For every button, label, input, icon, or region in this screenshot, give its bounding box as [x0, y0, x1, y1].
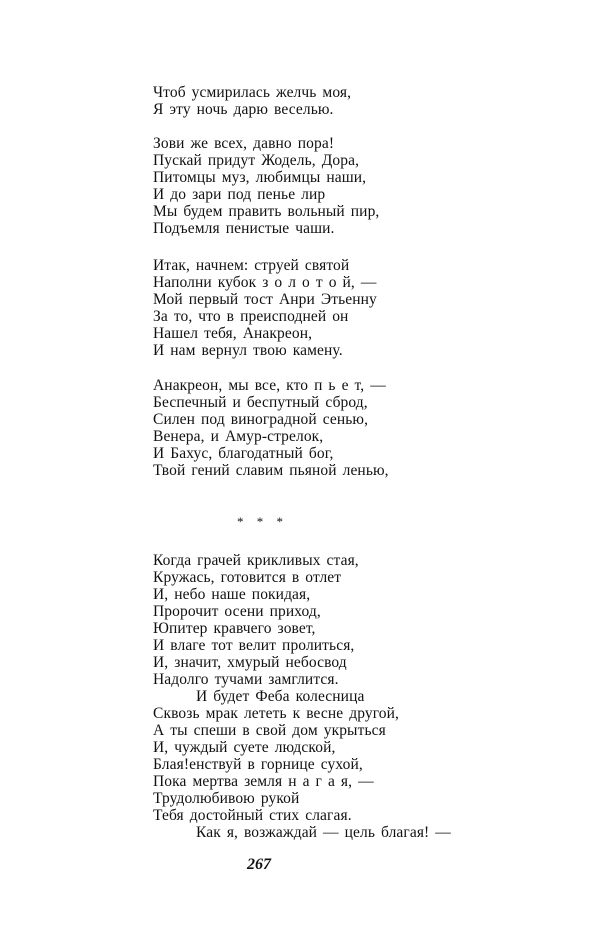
- poem-line: Как я, возжаждай — цель благая! —: [196, 824, 451, 841]
- poem-line: Когда грачей крикливых стая,: [153, 552, 359, 569]
- poem-line: Мы будем править вольный пир,: [153, 203, 380, 220]
- poem-line: А ты спеши в свой дом укрыться: [153, 722, 386, 739]
- poem-line: И будет Феба колесница: [196, 688, 365, 705]
- poem-line: Беспечный и беспутный сброд,: [153, 394, 368, 411]
- poem-line: Итак, начнем: струей святой: [153, 257, 350, 274]
- poem-line: Зови же всех, давно пора!: [153, 135, 335, 152]
- poem-line: Сквозь мрак лететь к весне другой,: [153, 705, 400, 722]
- page-number: 267: [247, 856, 271, 873]
- poem-line: Кружась, готовится в отлет: [153, 569, 342, 586]
- poem-line: И до зари под пенье лир: [153, 186, 326, 203]
- poem-line: Надолго тучами замглится.: [153, 671, 339, 688]
- poem-line: Тебя достойный стих слагая.: [153, 807, 352, 824]
- poem-line: Чтоб усмирилась желчь моя,: [153, 84, 352, 101]
- poem-line: Силен под виноградной сенью,: [153, 411, 369, 428]
- poem-line: И, небо наше покидая,: [153, 586, 311, 603]
- poem-line: Твой гений славим пьяной ленью,: [153, 462, 389, 479]
- poem-line: И влаге тот велит пролиться,: [153, 637, 355, 654]
- poem-line: За то, что в преисподней он: [153, 308, 349, 325]
- poem-line: Питомцы муз, любимцы наши,: [153, 169, 367, 186]
- poem-line: И Бахус, благодатный бог,: [153, 445, 334, 462]
- poem-line: Мой первый тост Анри Этьенну: [153, 291, 377, 308]
- poem-line: Юпитер кравчего зовет,: [153, 620, 316, 637]
- poem-line: Анакреон, мы все, кто п ь е т, —: [153, 377, 386, 394]
- poem-line: Подъемля пенистые чаши.: [153, 220, 335, 237]
- poem-line: И нам вернул твою камену.: [153, 342, 343, 359]
- poem-line: И, значит, хмурый небосвод: [153, 654, 347, 671]
- section-separator: * * *: [237, 514, 288, 529]
- poem-line: Пророчит осени приход,: [153, 603, 321, 620]
- poem-line: И, чуждый суете людской,: [153, 739, 336, 756]
- poem-line: Наполни кубок з о л о т о й, —: [153, 274, 377, 291]
- poem-line: Блая!енствуй в горнице сухой,: [153, 756, 363, 773]
- poem-line: Я эту ночь дарю веселью.: [153, 101, 334, 118]
- poem-line: Пока мертва земля н а г а я, —: [153, 773, 374, 790]
- poem-line: Венера, и Амур-стрелок,: [153, 428, 324, 445]
- poem-line: Пускай придут Жодель, Дора,: [153, 152, 360, 169]
- poem-line: Нашел тебя, Анакреон,: [153, 325, 313, 342]
- poem-line: Трудолюбивою рукой: [153, 790, 300, 807]
